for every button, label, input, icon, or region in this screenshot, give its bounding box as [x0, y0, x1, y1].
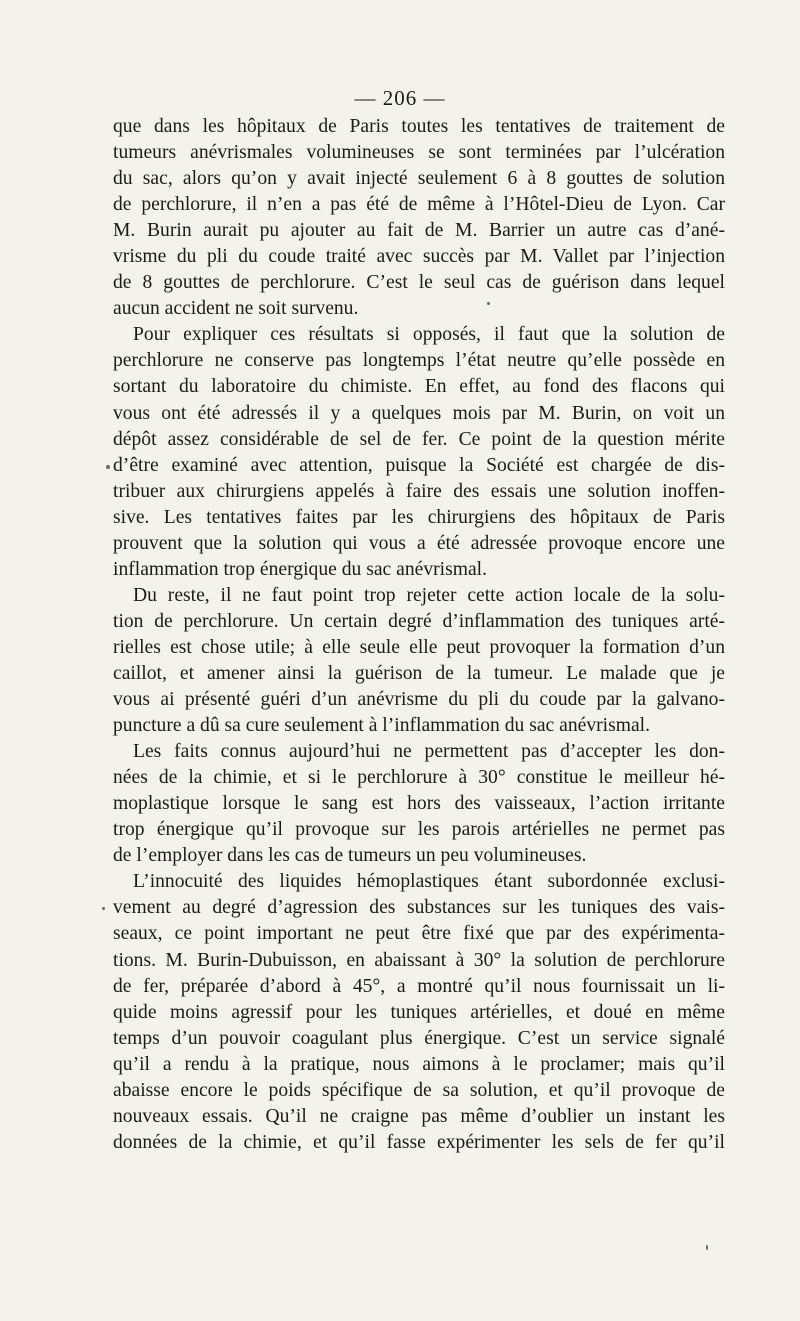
print-speck: [102, 907, 105, 910]
text-line: tumeurs anévrismales volumineuses se sont terminées par l’ulcération: [113, 142, 725, 164]
text-line: vement au degré d’agression des substances sur les tuniques des vais-: [113, 897, 725, 919]
text-line: Du reste, il ne faut point trop rejeter cette action locale de la solu-: [133, 584, 725, 606]
page-number: — 206 —: [354, 86, 446, 110]
text-line: vrisme du pli du coude traité avec succès par M. Vallet par l’injection: [113, 246, 725, 268]
text-line: de 8 gouttes de perchlorure. C’est le seul cas de guérison dans lequel: [113, 272, 725, 294]
text-line: dépôt assez considérable de sel de fer. Ce point de la question mérite: [113, 428, 725, 450]
text-line: tions. M. Burin-Dubuisson, en abaissant à 30° la solution de perchlorure: [113, 949, 725, 971]
text-line: seaux, ce point important ne peut être fixé que par des expérimenta-: [113, 923, 725, 945]
text-line: qu’il a rendu à la pratique, nous aimons à le proclamer; mais qu’il: [113, 1053, 725, 1075]
text-line: que dans les hôpitaux de Paris toutes les tentatives de traitement de: [113, 116, 725, 137]
text-line: données de la chimie, et qu’il fasse expérimenter les sels de fer qu’il: [113, 1131, 725, 1153]
text-line: prouvent que la solution qui vous a été adressée provoque encore une: [113, 532, 725, 554]
print-speck: [106, 465, 110, 469]
print-speck: [706, 1245, 708, 1250]
text-line: vous ont été adressés il y a quelques mois par M. Burin, on voit un: [113, 402, 725, 424]
text-line: vous ai présenté guéri d’un anévrisme du pli du coude par la galvano-: [113, 689, 725, 711]
text-line: temps d’un pouvoir coagulant plus énergique. C’est un service signalé: [113, 1027, 725, 1049]
text-line: aucun accident ne soit survenu.: [113, 298, 359, 320]
text-line: de perchlorure, il n’en a pas été de même à l’Hôtel-Dieu de Lyon. Car: [113, 194, 725, 216]
text-line: nouveaux essais. Qu’il ne craigne pas même d’oublier un instant les: [113, 1105, 725, 1127]
text-line: nées de la chimie, et si le perchlorure à 30° constitue le meilleur hé-: [113, 767, 725, 789]
text-line: puncture a dû sa cure seulement à l’inflammation du sac anévrismal.: [113, 715, 651, 737]
text-line: Pour expliquer ces résultats si opposés, il faut que la solution de: [133, 324, 725, 346]
text-line: du sac, alors qu’on y avait injecté seulement 6 à 8 gouttes de solution: [113, 168, 725, 190]
text-line: tion de perchlorure. Un certain degré d’inflammation des tuniques arté-: [113, 610, 725, 632]
text-line: caillot, et amener ainsi la guérison de la tumeur. Le malade que je: [113, 662, 725, 684]
text-line: inflammation trop énergique du sac anévrismal.: [113, 558, 487, 580]
text-line: perchlorure ne conserve pas longtemps l’état neutre qu’elle possède en: [113, 350, 725, 372]
text-line: sortant du laboratoire du chimiste. En effet, au fond des flacons qui: [113, 376, 725, 398]
text-line: M. Burin aurait pu ajouter au fait de M. Barrier un autre cas d’ané-: [113, 220, 725, 242]
print-speck: [487, 302, 490, 305]
text-line: quide moins agressif pour les tuniques artérielles, et doué en même: [113, 1001, 725, 1023]
text-line: moplastique lorsque le sang est hors des vaisseaux, l’action irritante: [113, 793, 725, 815]
text-line: L’innocuité des liquides hémoplastiques étant subordonnée exclusi-: [133, 871, 725, 893]
text-line: abaisse encore le poids spécifique de sa solution, et qu’il provoque de: [113, 1079, 725, 1101]
body-text: [113, 114, 725, 1156]
text-line: sive. Les tentatives faites par les chirurgiens des hôpitaux de Paris: [113, 506, 725, 528]
text-line: trop énergique qu’il provoque sur les parois artérielles ne permet pas: [113, 819, 725, 841]
text-line: rielles est chose utile; à elle seule elle peut provoquer la formation d’un: [113, 636, 725, 658]
text-line: de l’employer dans les cas de tumeurs un peu volumineuses.: [113, 845, 587, 867]
text-line: tribuer aux chirurgiens appelés à faire des essais une solution inoffen-: [113, 480, 725, 502]
text-line: Les faits connus aujourd’hui ne permettent pas d’accepter les don-: [133, 741, 725, 763]
text-line: d’être examiné avec attention, puisque la Société est chargée de dis-: [113, 454, 725, 476]
text-line: de fer, préparée d’abord à 45°, a montré qu’il nous fournissait un li-: [113, 975, 725, 997]
